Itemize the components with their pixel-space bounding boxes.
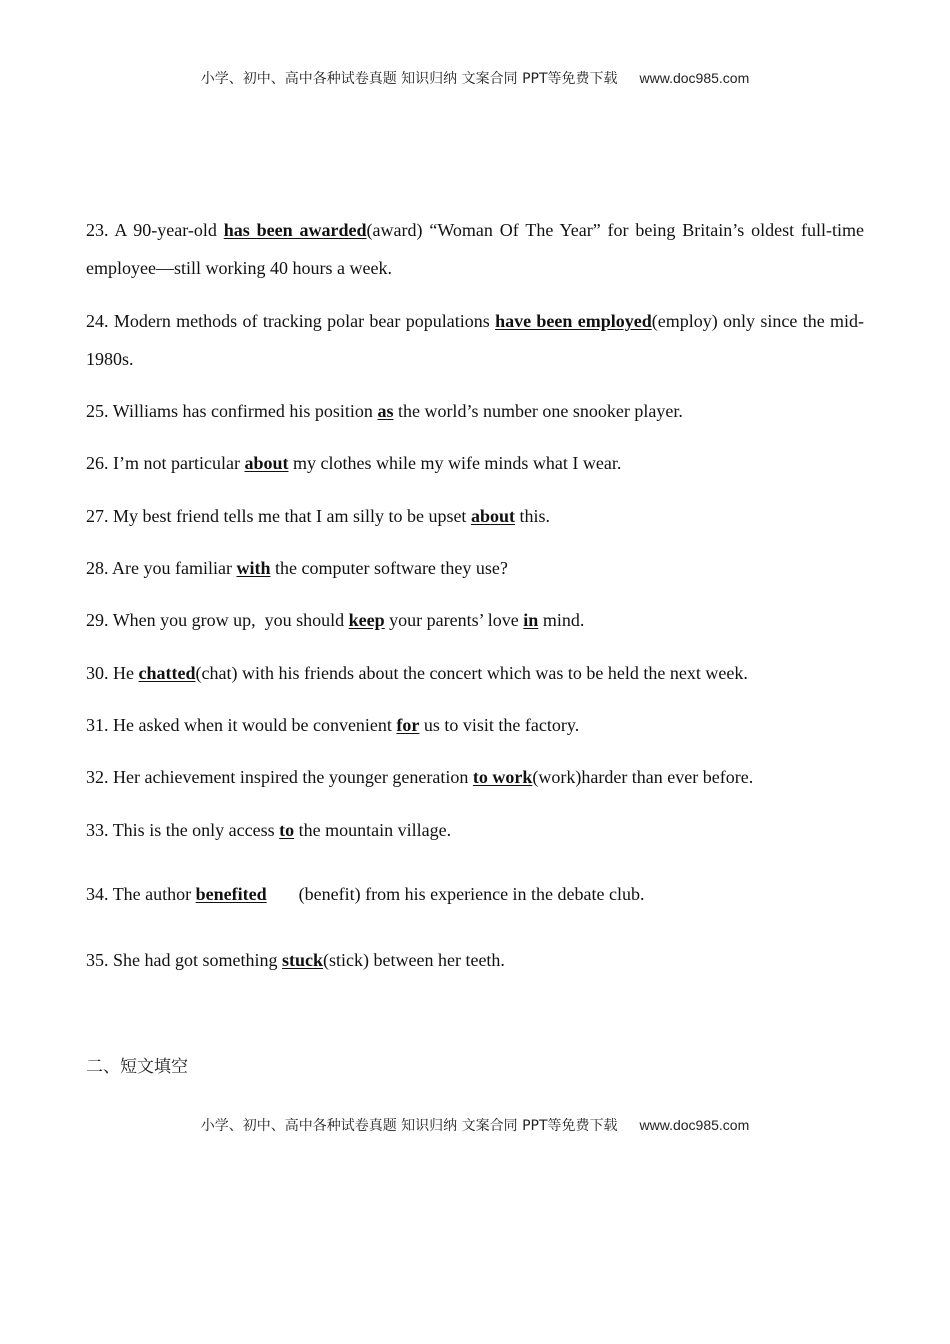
question-32: 32. Her achievement inspired the younger generation to work(work)harder than ever before. — [86, 767, 754, 787]
page-header — [0, 68, 950, 88]
question-28: 28. Are you familiar with the computer software they use? — [86, 558, 508, 578]
answer: about — [244, 453, 289, 473]
question-24: 24. Modern methods of tracking polar bear populations have been employed(employ) only since the mid-1980s. — [86, 311, 865, 369]
question-25: 25. Williams has confirmed his position as the world’s number one snooker player. — [86, 401, 683, 421]
footer-url[interactable]: www.doc985.com — [639, 1117, 750, 1133]
page-footer — [0, 1115, 950, 1135]
section-title: 二、短文填空 — [86, 1057, 188, 1077]
answer: about — [470, 506, 515, 526]
question-35: 35. She had got something stuck(stick) between her teeth. — [86, 950, 505, 970]
answer: has been awarded — [223, 220, 367, 240]
question-23: 23. A 90-year-old has been awarded(award) “Woman Of The Year” for being Britain’s oldest full-time employee—still working 40 hours a week. — [86, 220, 865, 278]
answer: for — [396, 715, 420, 735]
header-url[interactable]: www.doc985.com — [639, 70, 750, 86]
answer: stuck — [282, 950, 324, 970]
answer: benefited — [195, 884, 267, 904]
answer: to — [279, 820, 295, 840]
question-26: 26. I’m not particular about my clothes while my wife minds what I wear. — [86, 453, 622, 473]
question-29: 29. When you grow up, you should keep your parents’ love in mind. — [86, 610, 585, 630]
header-text: 小学、初中、高中各种试卷真题 知识归纳 文案合同 PPT等免费下载 — [200, 71, 618, 87]
answer: to work — [472, 767, 533, 787]
question-33: 33. This is the only access to the mountain village. — [86, 820, 452, 840]
question-30: 30. He chatted(chat) with his friends about the concert which was to be held the next week. — [86, 663, 748, 683]
question-34: 34. The author benefited (benefit) from his experience in the debate club. — [86, 884, 645, 904]
question-31: 31. He asked when it would be convenient for us to visit the factory. — [86, 715, 580, 735]
answer: have been employed — [495, 311, 652, 331]
question-27: 27. My best friend tells me that I am silly to be upset about this. — [86, 506, 550, 526]
answer: in — [523, 610, 539, 630]
footer-text: 小学、初中、高中各种试卷真题 知识归纳 文案合同 PPT等免费下载 — [200, 1118, 618, 1134]
answer: chatted — [138, 663, 196, 683]
answer: with — [236, 558, 271, 578]
answer: keep — [348, 610, 385, 630]
answer: as — [377, 401, 394, 421]
